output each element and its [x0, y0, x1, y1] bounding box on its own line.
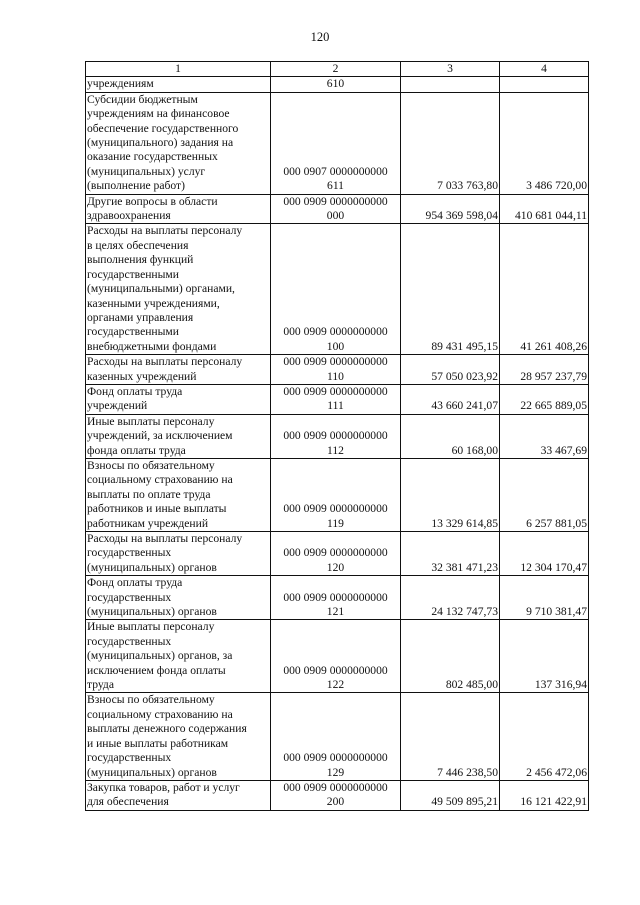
row-amount-2: 12 304 170,47 — [500, 532, 589, 576]
row-amount-2: 3 486 720,00 — [500, 92, 589, 194]
row-amount-1: 89 431 495,15 — [401, 224, 500, 355]
row-code: 000 0909 0000000000 119 — [271, 458, 401, 531]
row-amount-2: 41 261 408,26 — [500, 224, 589, 355]
row-name: Взносы по обязательному социальному страхованию на выплаты денежного содержания и иные выплаты работникам государственных (муниципальных) органов — [86, 693, 271, 780]
table-row — [86, 576, 589, 620]
row-name: Взносы по обязательному социальному страхованию на выплаты по оплате труда работников и иные выплаты работникам учреждений — [86, 458, 271, 531]
row-code: 000 0909 0000000000 111 — [271, 384, 401, 414]
row-amount-1: 802 485,00 — [401, 620, 500, 693]
row-amount-1: 57 050 023,92 — [401, 355, 500, 385]
row-amount-1 — [401, 77, 500, 92]
row-amount-1: 32 381 471,23 — [401, 532, 500, 576]
row-amount-1: 13 329 614,85 — [401, 458, 500, 531]
row-amount-1: 43 660 241,07 — [401, 384, 500, 414]
row-code: 000 0909 0000000000 122 — [271, 620, 401, 693]
page-number: 120 — [310, 30, 330, 44]
row-name: Закупка товаров, работ и услуг для обеспечения — [86, 780, 271, 810]
row-name: Расходы на выплаты персоналу государственных (муниципальных) органов — [86, 532, 271, 576]
row-amount-1: 954 369 598,04 — [401, 194, 500, 224]
row-amount-2: 6 257 881,05 — [500, 458, 589, 531]
row-amount-2: 9 710 381,47 — [500, 576, 589, 620]
row-name: Другие вопросы в области здравоохранения — [86, 194, 271, 224]
table-row — [86, 384, 589, 414]
table-row — [86, 194, 589, 224]
column-header-amount-1: 3 — [401, 62, 500, 77]
table-row — [86, 532, 589, 576]
column-header-name: 1 — [86, 62, 271, 77]
row-amount-2: 22 665 889,05 — [500, 384, 589, 414]
table-row — [86, 780, 589, 810]
row-code: 000 0909 0000000000 200 — [271, 780, 401, 810]
table-row — [86, 77, 589, 92]
row-amount-2: 33 467,69 — [500, 414, 589, 458]
row-amount-2 — [500, 77, 589, 92]
table-row — [86, 224, 589, 355]
row-name: Расходы на выплаты персоналу казенных учреждений — [86, 355, 271, 385]
row-code: 000 0909 0000000000 112 — [271, 414, 401, 458]
row-amount-2: 16 121 422,91 — [500, 780, 589, 810]
row-amount-1: 7 033 763,80 — [401, 92, 500, 194]
row-code: 000 0909 0000000000 110 — [271, 355, 401, 385]
row-name: Фонд оплаты труда учреждений — [86, 384, 271, 414]
row-amount-2: 2 456 472,06 — [500, 693, 589, 780]
row-amount-2: 137 316,94 — [500, 620, 589, 693]
row-amount-1: 49 509 895,21 — [401, 780, 500, 810]
row-code: 000 0909 0000000000 121 — [271, 576, 401, 620]
row-code: 000 0909 0000000000 120 — [271, 532, 401, 576]
row-code: 000 0909 0000000000 100 — [271, 224, 401, 355]
table-row — [86, 693, 589, 780]
table-row — [86, 92, 589, 194]
row-amount-1: 24 132 747,73 — [401, 576, 500, 620]
row-code: 000 0909 0000000000 000 — [271, 194, 401, 224]
budget-table — [85, 61, 589, 811]
row-amount-2: 410 681 044,11 — [500, 194, 589, 224]
row-amount-2: 28 957 237,79 — [500, 355, 589, 385]
table-row — [86, 414, 589, 458]
row-name: учреждениям — [86, 77, 271, 92]
header-row — [86, 62, 589, 77]
row-code: 000 0907 0000000000 611 — [271, 92, 401, 194]
row-name: Фонд оплаты труда государственных (муниципальных) органов — [86, 576, 271, 620]
table-row — [86, 458, 589, 531]
row-code: 000 0909 0000000000 129 — [271, 693, 401, 780]
table-row — [86, 355, 589, 385]
column-header-amount-2: 4 — [500, 62, 589, 77]
column-header-code: 2 — [271, 62, 401, 77]
table-row — [86, 620, 589, 693]
row-name: Субсидии бюджетным учреждениям на финансовое обеспечение государственного (муниципального) задания на оказание государственных (муниципальных) услуг (выполнение работ) — [86, 92, 271, 194]
row-amount-1: 60 168,00 — [401, 414, 500, 458]
row-name: Иные выплаты персоналу государственных (муниципальных) органов, за исключением фонда оплаты труда — [86, 620, 271, 693]
row-name: Иные выплаты персоналу учреждений, за исключением фонда оплаты труда — [86, 414, 271, 458]
row-name: Расходы на выплаты персоналу в целях обеспечения выполнения функций государственными (муниципальными) органами, казенными учреждениями, органами управления государственными внебюджетными фондами — [86, 224, 271, 355]
row-amount-1: 7 446 238,50 — [401, 693, 500, 780]
row-code: 610 — [271, 77, 401, 92]
